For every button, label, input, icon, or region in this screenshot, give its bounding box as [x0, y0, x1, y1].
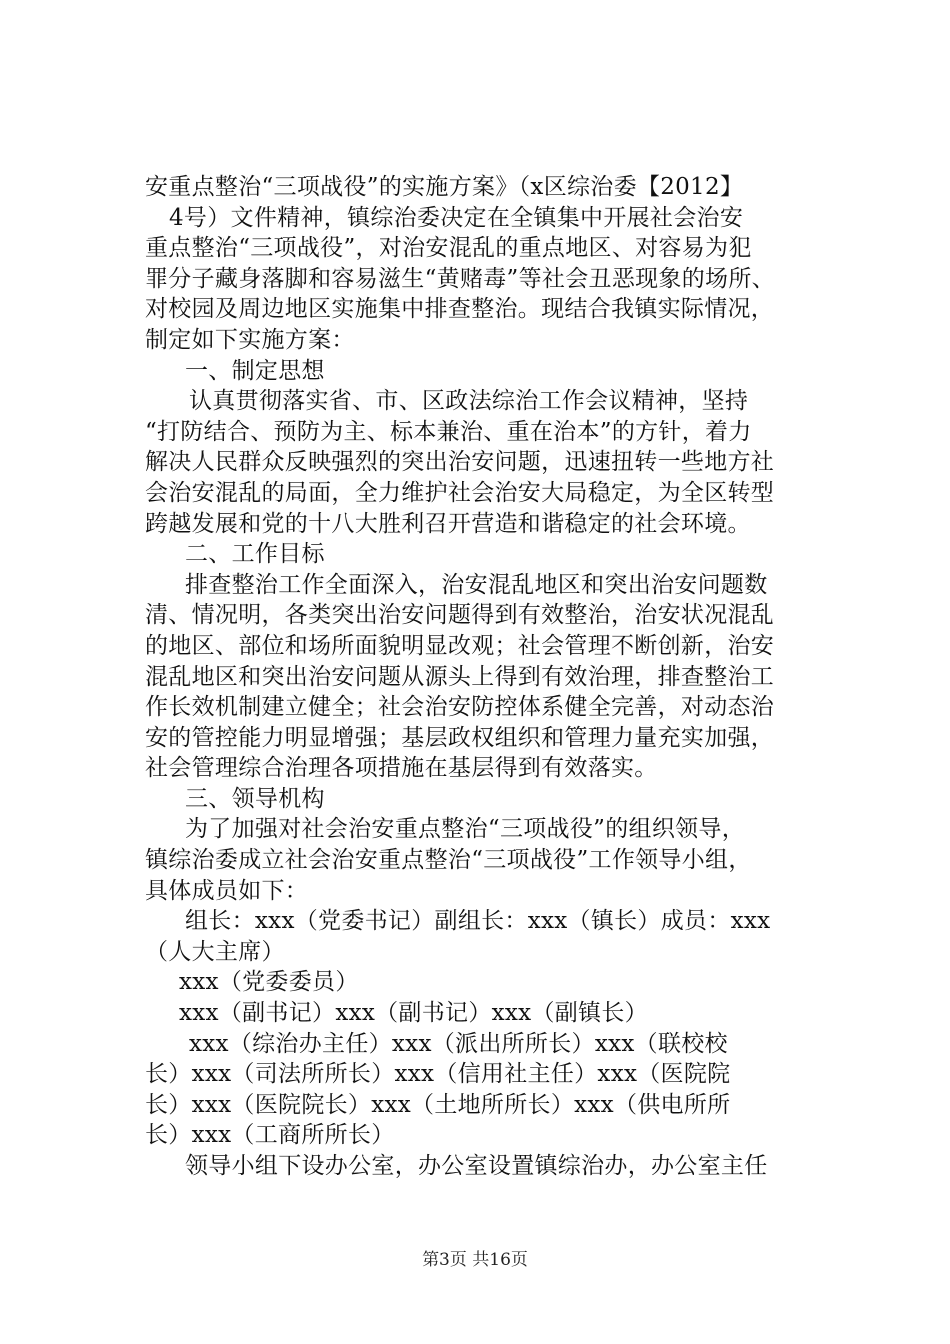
text-line: 重点整治“三项战役”，对治安混乱的重点地区、对容易为犯 [145, 235, 752, 262]
text-line: 作长效机制建立健全；社会治安防控体系健全完善，对动态治 [145, 694, 775, 721]
text-line: 长）xxx（医院院长）xxx（土地所所长）xxx（供电所所 [145, 1091, 731, 1118]
text-line: 会治安混乱的局面，全力维护社会治安大局稳定，为全区转型 [145, 479, 775, 506]
document-body [145, 172, 835, 1182]
text-line: 制定如下实施方案： [145, 326, 355, 353]
text-line: 跨越发展和党的十八大胜利召开营造和谐稳定的社会环境。 [145, 510, 751, 537]
text-line: 长）xxx（工商所所长） [145, 1122, 395, 1149]
text-line: （人大主席） [145, 938, 285, 965]
text-line: 长）xxx（司法所所长）xxx（信用社主任）xxx（医院院 [145, 1061, 731, 1088]
section-heading: 二、工作目标 [185, 541, 325, 568]
text-line: 清、情况明，各类突出治安问题得到有效整治，治安状况混乱 [145, 602, 775, 629]
section-heading: 三、领导机构 [185, 785, 325, 812]
text-line: 的地区、部位和场所面貌明显改观；社会管理不断创新，治安 [145, 632, 775, 659]
text-line: 4号）文件精神，镇综治委决定在全镇集中开展社会治安 [169, 204, 744, 231]
text-line: 排查整治工作全面深入，治安混乱地区和突出治安问题数 [185, 571, 768, 598]
text-line: 镇综治委成立社会治安重点整治“三项战役”工作领导小组， [145, 847, 752, 874]
text-line: 混乱地区和突出治安问题从源头上得到有效治理，排查整治工 [145, 663, 775, 690]
text-line: 具体成员如下： [145, 877, 309, 904]
text-line: 社会管理综合治理各项措施在基层得到有效落实。 [145, 755, 658, 782]
text-line: “打防结合、预防为主、标本兼治、重在治本”的方针，着力 [145, 418, 752, 445]
section-heading: 一、制定思想 [185, 357, 325, 384]
text-line: 领导小组下设办公室，办公室设置镇综治办，办公室主任 [185, 1153, 768, 1179]
text-line: 组长：xxx（党委书记）副组长：xxx（镇长）成员：xxx [185, 908, 771, 935]
page-number: 第3页 共16页 [422, 1250, 528, 1270]
text-line: 为了加强对社会治安重点整治“三项战役”的组织领导， [185, 816, 746, 843]
text-line: xxx（副书记）xxx（副书记）xxx（副镇长） [179, 1000, 648, 1027]
text-line: xxx（党委委员） [179, 969, 359, 996]
text-line: 认真贯彻落实省、市、区政法综治工作会议精神，坚持 [189, 388, 749, 415]
text-line: xxx（综治办主任）xxx（派出所所长）xxx（联校校 [189, 1030, 728, 1057]
text-line: 安重点整治“三项战役”的实施方案》（x区综治委【2012】 [145, 174, 744, 200]
text-line: 安的管控能力明显增强；基层政权组织和管理力量充实加强， [145, 724, 775, 751]
text-line: 解决人民群众反映强烈的突出治安问题，迅速扭转一些地方社 [145, 449, 775, 476]
text-line: 罪分子藏身落脚和容易滋生“黄赌毒”等社会丑恶现象的场所、 [145, 265, 775, 292]
text-line: 对校园及周边地区实施集中排查整治。现结合我镇实际情况， [145, 296, 775, 323]
